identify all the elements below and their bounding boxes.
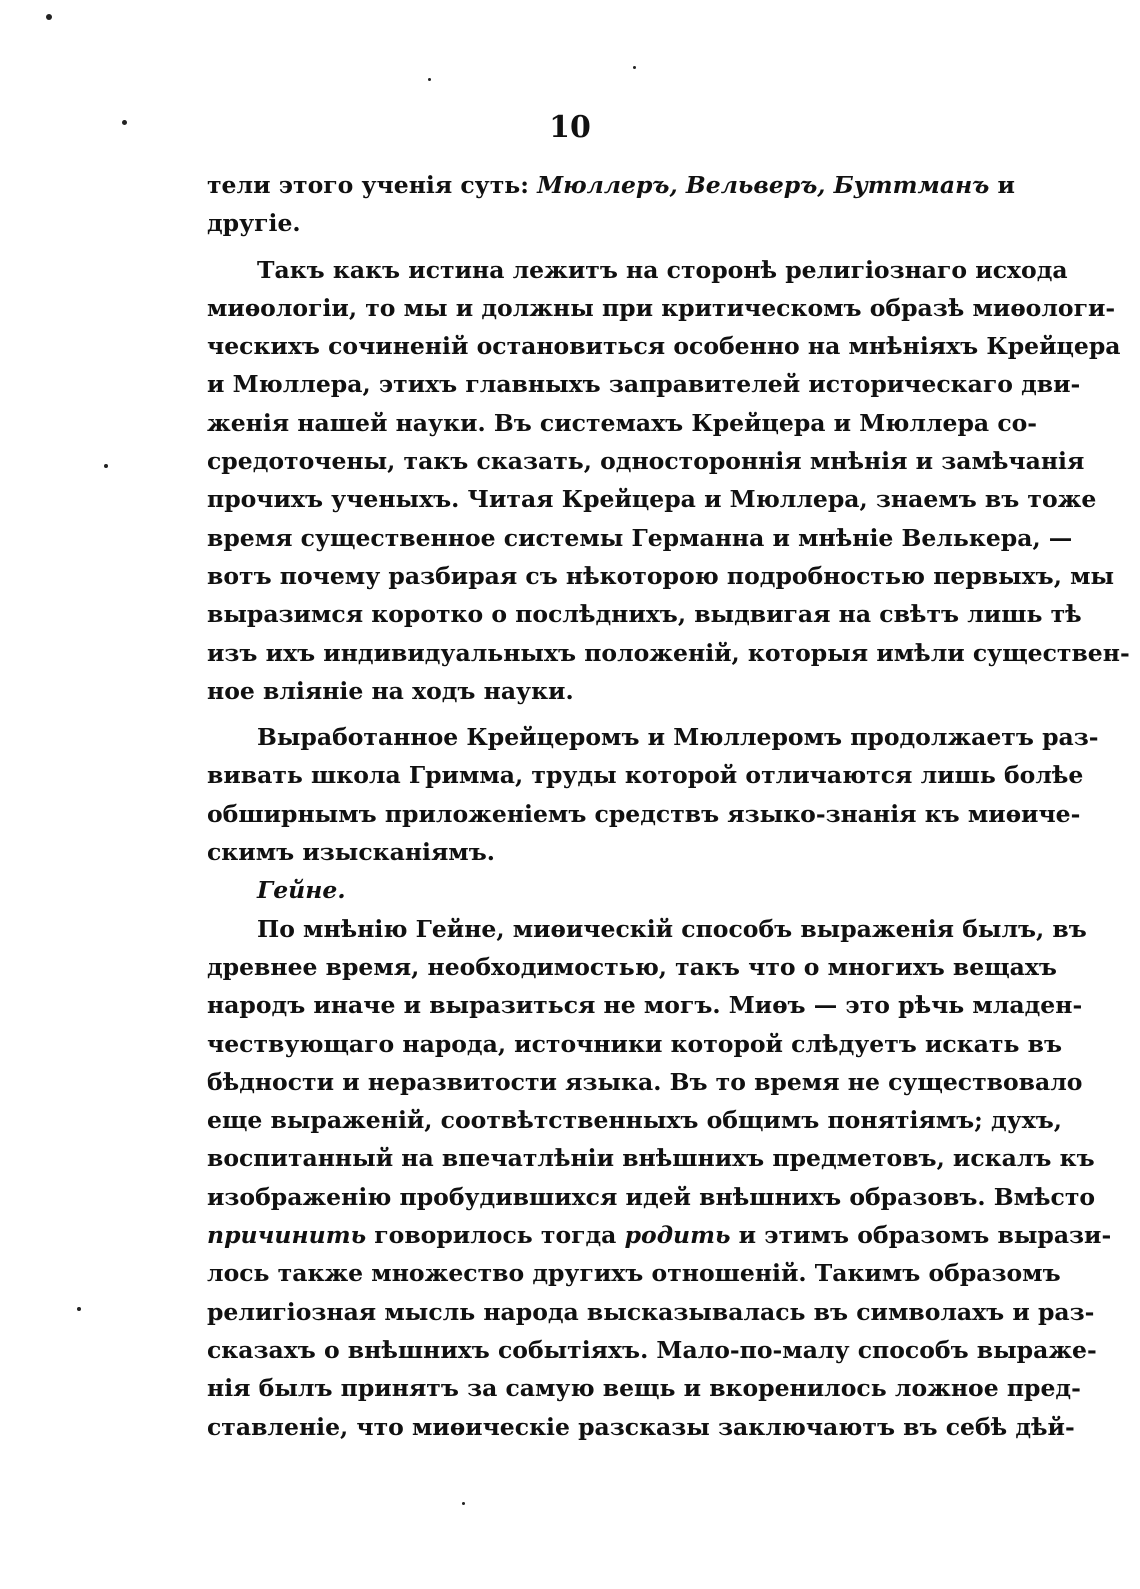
italic-text: Мюллеръ, Вельверъ, Буттманъ: [537, 171, 990, 199]
text-segment: вивать школа Гримма, труды которой отличаются лишь болѣе: [207, 761, 1084, 790]
text-segment: и: [989, 171, 1015, 199]
text-segment: религіозная мысль народа высказывалась въ символахъ и раз-: [207, 1297, 1095, 1326]
text-segment: женія нашей науки. Въ системахъ Крейцера и Мюллера со-: [207, 408, 1038, 437]
text-segment: время существенное системы Германна и мнѣніе Велькера, —: [207, 523, 1073, 552]
scan-speck: [77, 1307, 81, 1311]
text-segment: обширнымъ приложеніемъ средствъ языко-знанія къ миѳиче-: [207, 799, 1081, 828]
text-segment: ческихъ сочиненій остановиться особенно на мнѣніяхъ Крейцера: [207, 332, 1121, 361]
text-segment: По мнѣнію Гейне, миѳическій способъ выраженія былъ, въ: [257, 914, 1087, 943]
text-line: [207, 1025, 1062, 1063]
text-segment: выразимся коротко о послѣднихъ, выдвигая на свѣтъ лишь тѣ: [207, 600, 1082, 629]
text-segment: миѳологіи, то мы и должны при критическомъ образѣ миѳологи-: [207, 293, 1116, 322]
text-line: [207, 986, 1083, 1024]
text-line: [207, 1408, 1075, 1446]
text-line: [207, 1331, 1097, 1369]
scan-speck: [462, 1502, 465, 1505]
text-segment: народъ иначе и выразиться не могъ. Миѳъ — это рѣчь младен-: [207, 991, 1083, 1020]
text-line: [207, 404, 1038, 442]
italic-text: родить: [624, 1221, 731, 1250]
text-segment: нія былъ принятъ за самую вещь и вкоренилось ложное пред-: [207, 1374, 1081, 1403]
text-segment: другіе.: [207, 209, 301, 238]
text-segment: чествующаго народа, источники которой слѣдуетъ искать въ: [207, 1029, 1062, 1058]
text-line: [207, 166, 1015, 204]
text-line: [207, 519, 1073, 557]
text-line: [207, 1254, 1061, 1292]
text-segment: Выработанное Крейцеромъ и Мюллеромъ продолжаетъ раз-: [257, 723, 1099, 752]
page-number: 10: [549, 110, 591, 145]
scan-speck: [633, 66, 636, 69]
scan-speck: [46, 14, 52, 20]
page-body-text: [207, 166, 1130, 1446]
paragraph-gap: [207, 243, 945, 251]
text-line: [207, 251, 1068, 289]
text-segment: средоточены, такъ сказать, одностороннія мнѣнія и замѣчанія: [207, 447, 1085, 476]
text-segment: ное вліяніе на ходъ науки.: [207, 676, 574, 705]
scan-speck: [122, 120, 127, 125]
text-line: [207, 442, 1085, 480]
text-line: [207, 1293, 1095, 1331]
text-line: [207, 718, 1099, 756]
text-line: [207, 595, 1082, 633]
text-segment: и этимъ образомъ вырази-: [730, 1221, 1112, 1250]
text-line: [207, 1178, 1096, 1216]
paragraph-gap: [207, 710, 945, 718]
text-line: [207, 672, 945, 710]
text-segment: прочихъ ученыхъ. Читая Крейцера и Мюллера, знаемъ въ тоже: [207, 485, 1097, 514]
text-segment: тели этого ученія суть:: [207, 171, 538, 199]
text-segment: скимъ изысканіямъ.: [207, 838, 495, 867]
text-segment: говорилось тогда: [366, 1221, 625, 1250]
scan-speck: [428, 78, 431, 81]
text-line: [207, 365, 1081, 403]
text-line: [207, 289, 1116, 327]
text-segment: и Мюллера, этихъ главныхъ заправителей историческаго дви-: [207, 370, 1081, 399]
text-segment: вотъ почему разбирая съ нѣкоторою подробностью первыхъ, мы: [207, 561, 1115, 590]
text-line: [207, 557, 1115, 595]
scan-speck: [104, 464, 108, 468]
text-line: [207, 1216, 1112, 1254]
text-line: [207, 480, 1097, 518]
text-segment: сказахъ о внѣшнихъ событіяхъ. Мало-по-малу способъ выраже-: [207, 1335, 1097, 1364]
text-segment: воспитанный на впечатлѣніи внѣшнихъ предметовъ, искалъ къ: [207, 1144, 1095, 1173]
text-segment: Гейне.: [257, 876, 346, 905]
text-line: [207, 948, 1057, 986]
text-line: [207, 756, 1084, 794]
text-line: [207, 1063, 1083, 1101]
text-segment: лось также множество другихъ отношеній. Такимъ образомъ: [207, 1259, 1061, 1288]
text-segment: изображенію пробудившихся идей внѣшнихъ образовъ. Вмѣсто: [207, 1182, 1096, 1211]
text-segment: Такъ какъ истина лежитъ на сторонѣ религіознаго исхода: [257, 255, 1068, 284]
text-segment: бѣдности и неразвитости языка. Въ то время не существовало: [207, 1067, 1083, 1096]
section-heading: [207, 871, 945, 909]
text-line: [207, 204, 945, 242]
text-line: [207, 795, 1081, 833]
text-segment: еще выраженій, соотвѣтственныхъ общимъ понятіямъ; духъ,: [207, 1106, 1062, 1135]
text-segment: ставленіе, что миѳическіе разсказы заключаютъ въ себѣ дѣй-: [207, 1412, 1075, 1441]
text-line: [207, 833, 945, 871]
text-line: [207, 634, 1130, 672]
text-line: [207, 1101, 1062, 1139]
text-segment: древнее время, необходимостью, такъ что о многихъ вещахъ: [207, 952, 1057, 981]
text-line: [207, 910, 1087, 948]
italic-text: причинить: [207, 1221, 367, 1250]
text-line: [207, 1139, 1095, 1177]
text-segment: изъ ихъ индивидуальныхъ положеній, которыя имѣли существен-: [207, 638, 1130, 667]
text-line: [207, 1369, 1081, 1407]
text-line: [207, 327, 1121, 365]
